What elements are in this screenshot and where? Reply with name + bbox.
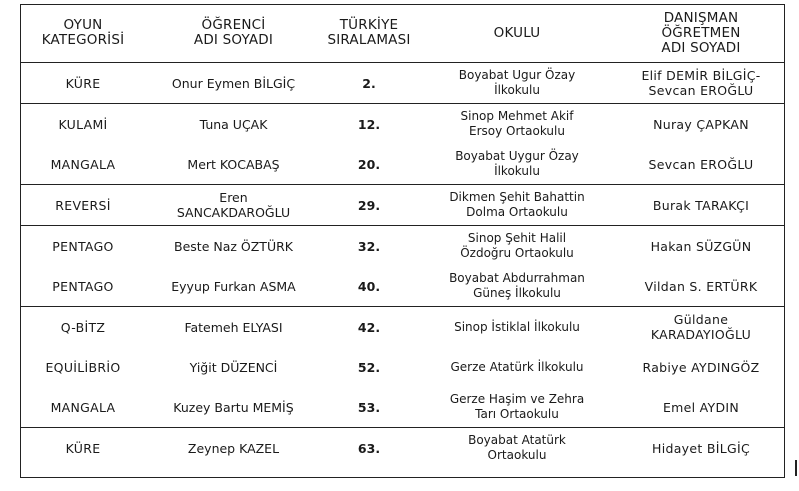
- cell-advisor-line: Sevcan EROĞLU: [648, 83, 754, 98]
- cell-student-line: Tuna UÇAK: [199, 116, 268, 132]
- table-row: [20, 347, 785, 387]
- cell-rank: 29.: [321, 185, 417, 226]
- cell-category: KÜRE: [65, 440, 101, 456]
- cell-rank: 63.: [357, 440, 381, 456]
- cell-student: [146, 347, 321, 387]
- cell-student: [146, 104, 321, 145]
- cell-school-line: Boyabat Ugur Özay: [458, 68, 576, 82]
- header-line: KATEGORİSİ: [41, 32, 125, 48]
- cell-rank: 42.: [357, 319, 381, 335]
- cell-student: [146, 144, 321, 185]
- cell-school-line: Dolma Ortaokulu: [466, 205, 568, 219]
- cell-school-line: Sinop İstiklal İlkokulu: [454, 319, 580, 334]
- cell-school-line: Tarı Ortaokulu: [475, 407, 559, 421]
- cell-school-line: Ortaokulu: [487, 448, 547, 462]
- header-student: [146, 4, 321, 63]
- cell-advisor: [617, 428, 785, 469]
- header-line: ÖĞRENCİ: [201, 17, 266, 33]
- cell-school-line: Sinop Şehit Halil: [467, 231, 567, 245]
- cell-advisor-line: Emel AYDIN: [662, 399, 740, 415]
- table-body: [20, 63, 785, 469]
- cell-school-line: Boyabat Atatürk: [468, 433, 566, 447]
- cell-advisor-line: Burak TARAKÇI: [652, 197, 750, 213]
- table-row: [20, 144, 785, 185]
- table-row: [20, 104, 785, 145]
- header-advisor: [617, 4, 785, 63]
- header-line: DANIŞMAN: [663, 9, 739, 26]
- cell-category: MANGALA: [20, 387, 146, 428]
- header-rank: [321, 4, 417, 63]
- table-row: [20, 226, 785, 267]
- cell-student: [146, 226, 321, 267]
- cell-advisor-line: Vildan S. ERTÜRK: [644, 278, 758, 294]
- header-row: [20, 4, 785, 63]
- cell-student: [146, 307, 321, 348]
- table-row: [20, 63, 785, 104]
- cell-advisor: [617, 387, 785, 428]
- cell-school: [417, 63, 617, 104]
- header-line: SIRALAMASI: [327, 32, 411, 48]
- header-line: OKULU: [493, 24, 541, 41]
- cell-advisor: [617, 144, 785, 185]
- cell-school: [417, 144, 617, 185]
- cell-category: PENTAGO: [52, 238, 114, 254]
- header-category: [20, 4, 146, 63]
- cell-student-line: Fatemeh ELYASI: [184, 319, 283, 335]
- cell-student: [146, 185, 321, 226]
- cell-student-line: Yiğit DÜZENCİ: [189, 359, 278, 375]
- header-line: ADI SOYADI: [661, 39, 741, 56]
- cell-advisor-line: Sevcan EROĞLU: [648, 156, 754, 172]
- cell-student-line: Mert KOCABAŞ: [187, 156, 280, 172]
- header-school: [417, 4, 617, 63]
- cell-category: PENTAGO: [20, 266, 146, 307]
- cell-school-line: Dikmen Şehit Bahattin: [449, 190, 585, 204]
- table-header: [20, 4, 785, 63]
- cell-student-line: Beste Naz ÖZTÜRK: [174, 238, 293, 254]
- header-line: ADI SOYADI: [193, 32, 274, 48]
- cell-category: KULAMİ: [58, 116, 108, 132]
- cell-advisor: [617, 347, 785, 387]
- cell-student-line: SANCAKDAROĞLU: [176, 205, 291, 220]
- cell-advisor: [617, 307, 785, 348]
- cell-school-line: Boyabat Uygur Özay: [455, 149, 579, 163]
- cell-rank: 32.: [357, 238, 381, 254]
- cell-student-line: Zeynep KAZEL: [187, 440, 280, 456]
- cell-school-line: İlkokulu: [494, 83, 540, 97]
- cell-school-line: İlkokulu: [494, 164, 540, 178]
- cell-advisor-line: Hakan SÜZGÜN: [650, 238, 752, 254]
- cell-rank: 52.: [357, 359, 381, 375]
- cell-advisor-line: Nuray ÇAPKAN: [653, 116, 749, 132]
- cell-category: MANGALA: [20, 144, 146, 185]
- text-cursor: [795, 460, 797, 476]
- table-row: [20, 387, 785, 428]
- cell-category: REVERSİ: [20, 185, 146, 226]
- cell-advisor-line: Hidayet BİLGİÇ: [652, 440, 750, 456]
- cell-advisor: [617, 63, 785, 104]
- cell-advisor-line: Elif DEMİR BİLGİÇ-: [641, 68, 761, 83]
- cell-school: [417, 307, 617, 348]
- table-row: [20, 185, 785, 226]
- cell-advisor-line: Rabiye AYDINGÖZ: [642, 359, 760, 375]
- cell-school-line: Gerze Atatürk İlkokulu: [450, 359, 584, 374]
- header-line: OYUN: [63, 17, 103, 33]
- cell-rank: 40.: [321, 266, 417, 307]
- cell-advisor-line: Güldane: [673, 312, 729, 327]
- cell-student-line: Kuzey Bartu MEMİŞ: [173, 399, 294, 415]
- cell-school: [417, 226, 617, 267]
- cell-school-line: Özdoğru Ortaokulu: [460, 246, 574, 260]
- cell-advisor-line: KARADAYIOĞLU: [650, 327, 752, 342]
- cell-advisor: [617, 104, 785, 145]
- cell-school: [417, 428, 617, 469]
- header-line: ÖĞRETMEN: [661, 24, 741, 41]
- cell-student: [146, 266, 321, 307]
- cell-rank: 20.: [321, 144, 417, 185]
- cell-category: Q-BİTZ: [60, 319, 106, 335]
- cell-school: [417, 104, 617, 145]
- cell-advisor: [617, 226, 785, 267]
- cell-student-line: Eyyup Furkan ASMA: [171, 278, 296, 294]
- table-row: [20, 266, 785, 307]
- cell-school-line: Boyabat Abdurrahman: [449, 271, 585, 285]
- header-line: TÜRKİYE: [339, 17, 399, 33]
- cell-category: EQUİLİBRİO: [45, 359, 121, 375]
- table-row: [20, 428, 785, 469]
- cell-student: [146, 428, 321, 469]
- cell-student-line: Eren: [219, 190, 248, 205]
- cell-school-line: Gerze Haşim ve Zehra: [449, 392, 585, 406]
- cell-school: [417, 347, 617, 387]
- cell-category: KÜRE: [20, 63, 146, 104]
- cell-school: [417, 387, 617, 428]
- cell-advisor: [617, 266, 785, 307]
- cell-school-line: Güneş İlkokulu: [473, 286, 561, 300]
- cell-school: [417, 185, 617, 226]
- table-row: [20, 307, 785, 348]
- cell-rank: 2.: [321, 63, 417, 104]
- cell-rank: 12.: [357, 116, 381, 132]
- cell-school: [417, 266, 617, 307]
- cell-school-line: Sinop Mehmet Akif: [460, 109, 574, 123]
- results-table: [20, 4, 785, 468]
- cell-advisor: [617, 185, 785, 226]
- cell-student: [146, 387, 321, 428]
- cell-rank: 53.: [321, 387, 417, 428]
- cell-school-line: Ersoy Ortaokulu: [469, 124, 565, 138]
- cell-student: [146, 63, 321, 104]
- cell-student-line: Onur Eymen BİLGİÇ: [171, 75, 296, 91]
